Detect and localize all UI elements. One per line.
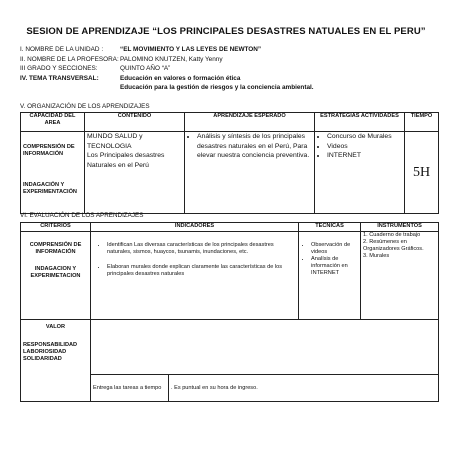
- organizacion-header-row: [21, 113, 439, 132]
- info-row-tema: [20, 74, 440, 84]
- header-tiempo: TIEMPO: [405, 113, 439, 132]
- valor-cell: [21, 320, 91, 402]
- tema-value-2: Educación para la gestión de riesgos y la conciencia ambiental.: [120, 84, 314, 92]
- instrumento-item-2: 2. Resúmenes en Organizadores Gráficos.: [363, 239, 424, 252]
- header-capacidad: CAPACIDAD DEL AREA: [21, 113, 85, 132]
- unidad-label: I. NOMBRE DE LA UNIDAD :: [20, 46, 104, 53]
- tema-label: IV. TEMA TRANSVERSAL:: [20, 74, 99, 82]
- instrumento-item-3: 3. Murales: [363, 253, 390, 259]
- indicador-item-1: • Identifican Las diversas características de los principales desastres naturales, sismos, huaycos, tsunamis, inundaciones, etc.: [107, 242, 296, 256]
- header-criterios: CRITERIOS: [21, 223, 91, 232]
- valor-blank-cell: [91, 320, 439, 375]
- contenido-2: Los Principales desastres Naturales en el Perú: [87, 152, 165, 169]
- organizacion-row: [21, 132, 439, 214]
- section-evaluacion-heading: VI. EVALUACIÓN DE LOS APRENDIZAJES: [20, 212, 144, 219]
- unidad-value: “EL MOVIMIENTO Y LAS LEYES DE NEWTON”: [120, 46, 262, 53]
- info-row-tema-2: [20, 83, 440, 93]
- header-contenido: CONTENIDO: [85, 113, 185, 132]
- estrategia-item-1: • Concurso de Murales: [327, 132, 402, 142]
- actitud-cell-2: . Es puntual en su hora de ingreso.: [169, 375, 439, 402]
- estrategias-cell: [315, 132, 405, 214]
- profesora-value: PALOMINO KNUTZEN, Katty Yenny: [120, 55, 223, 63]
- criterio-2: INDAGACION Y EXPERIMETACION: [30, 266, 81, 279]
- capacidad-cell: [21, 132, 85, 214]
- document-title: SESION DE APRENDIZAJE “LOS PRINCIPALES DESASTRES NATUALES EN EL PERU”: [26, 26, 426, 37]
- tecnicas-cell: [299, 232, 361, 320]
- header-estrategias: ESTRATEGIAS ACTIVIDADES: [315, 113, 405, 132]
- estrategia-item-3: • INTERNET: [327, 151, 402, 161]
- tecnica-item-1: • Observación de videos: [311, 242, 358, 256]
- info-row-profesora: [20, 55, 440, 65]
- valor-item-1: RESPONSABILIDAD: [23, 342, 78, 348]
- valor-item-3: SOLIDARIDAD: [23, 356, 62, 362]
- grado-value: QUINTO AÑO “A”: [120, 65, 171, 73]
- evaluacion-row: [21, 232, 439, 320]
- tema-value-1: Educación en valores o formación ética: [120, 74, 241, 82]
- instrumentos-cell: [361, 232, 439, 320]
- general-info: [20, 45, 440, 93]
- contenido-cell: [85, 132, 185, 214]
- indicadores-cell: [91, 232, 299, 320]
- criterios-cell: [21, 232, 91, 320]
- header-instrumentos: INSTRUMENTOS: [361, 223, 439, 232]
- valor-label: VALOR: [45, 324, 66, 330]
- contenido-1: MUNDO SALUD y TECNOLOGIA: [87, 133, 143, 150]
- info-row-unidad: [20, 45, 440, 55]
- aprendizaje-cell: [185, 132, 315, 214]
- evaluacion-table: [20, 222, 439, 402]
- tiempo-cell: 5H: [405, 132, 439, 214]
- section-organizacion-heading: V. ORGANIZACIÓN DE LOS APRENDIZAJES: [20, 103, 150, 110]
- instrumento-item-1: 1. Cuaderno de trabajo: [363, 232, 421, 238]
- header-tecnicas: TECNICAS: [299, 223, 361, 232]
- valor-row: [21, 320, 439, 375]
- header-aprendizaje: APRENDIZAJE ESPERADO: [185, 113, 315, 132]
- profesora-label: II. NOMBRE DE LA PROFESORA:: [20, 55, 119, 63]
- tecnica-item-2: • Analísis de información en INTERNET: [311, 256, 358, 277]
- organizacion-table: [20, 112, 439, 214]
- indicador-item-2: • Elaboran murales donde explican claramente las características de los principales desastres naturales: [107, 264, 296, 278]
- aprendizaje-item: • Análisis y síntesis de los principales desastres naturales en el Perú, Para elevar nuestra conciencia preventiva.: [197, 132, 312, 161]
- capacidad-2: INDAGACIÓN Y EXPERIMENTACIÓN: [23, 182, 77, 195]
- actitud-cell-1: Entrega las tareas a tiempo: [91, 375, 169, 402]
- capacidad-1: COMPRENSIÓN DE INFORMACIÓN: [23, 144, 75, 157]
- info-row-grado: [20, 64, 440, 74]
- grado-label: III GRADO Y SECCIONES:: [20, 65, 98, 73]
- criterio-1: COMPRENSIÓN DE INFORMACIÓN: [29, 242, 82, 255]
- evaluacion-header-row: [21, 223, 439, 232]
- estrategia-item-2: • Videos: [327, 142, 402, 152]
- header-indicadores: INDICADORES: [91, 223, 299, 232]
- valor-item-2: LABORIOSIDAD: [23, 349, 67, 355]
